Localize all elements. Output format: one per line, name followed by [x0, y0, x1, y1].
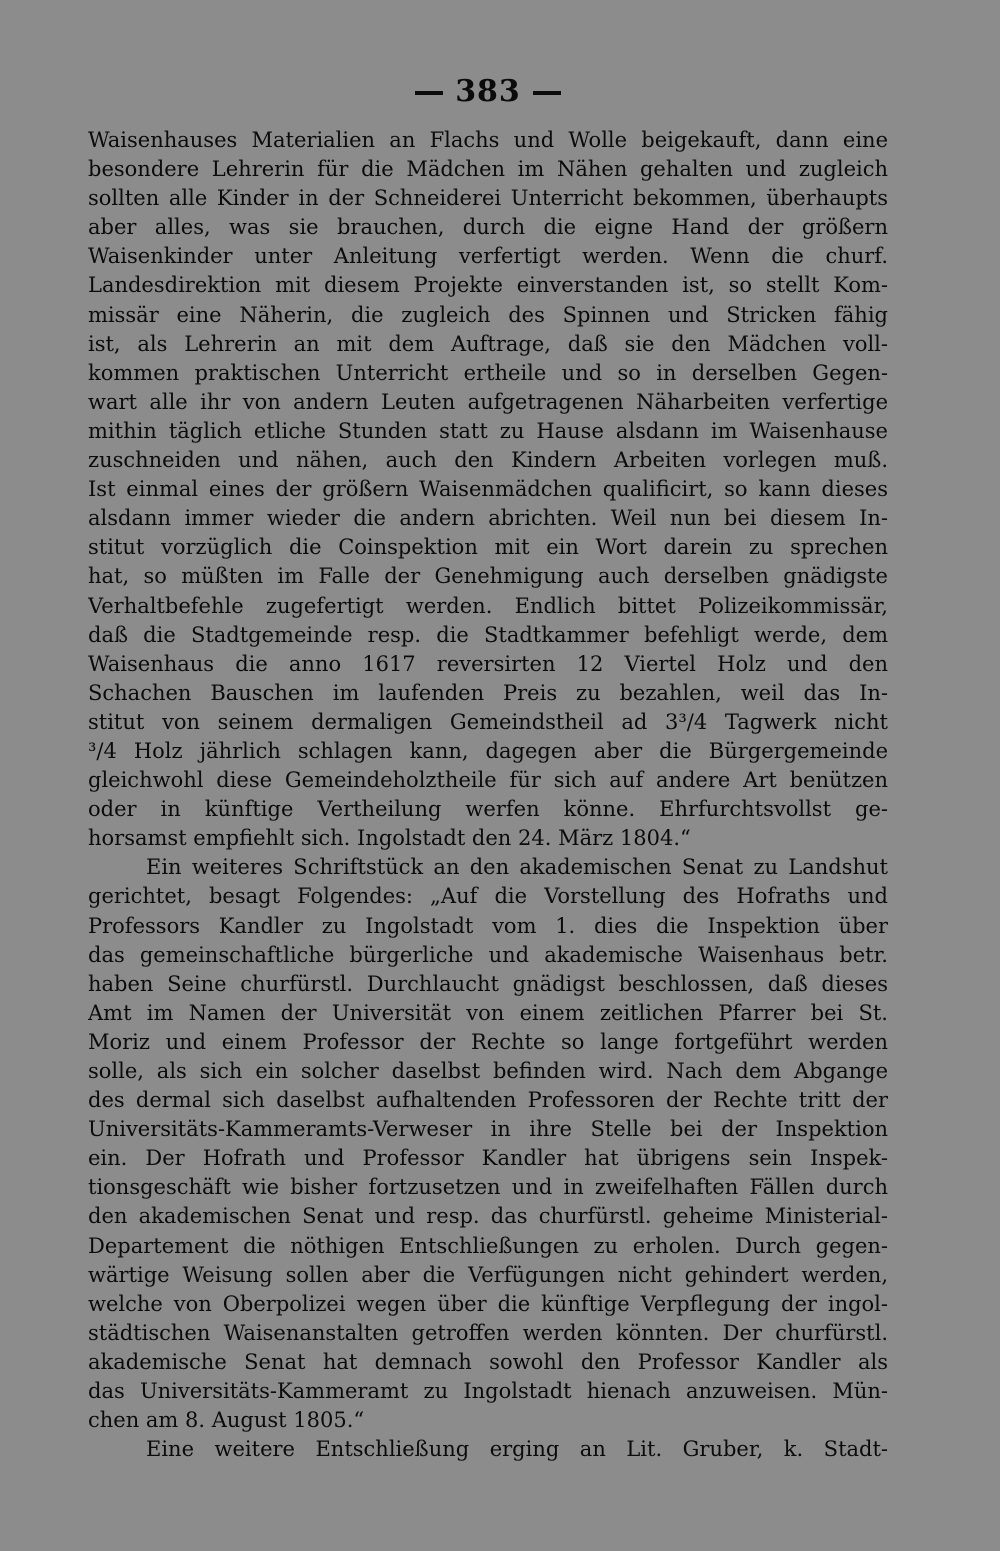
text-line: Landesdirektion mit diesem Projekte einverstanden ist, so stellt Kom-	[88, 273, 888, 298]
text-line: ein. Der Hofrath und Professor Kandler hat übrigens sein Inspek-	[88, 1146, 888, 1171]
text-line: sollten alle Kinder in der Schneiderei Unterricht bekommen, überhaupts	[88, 186, 888, 211]
text-line: gleichwohl diese Gemeindeholztheile für sich auf andere Art benützen	[88, 768, 888, 793]
text-line: missär eine Näherin, die zugleich des Spinnen und Stricken fähig	[88, 302, 888, 327]
text-line: mithin täglich etliche Stunden statt zu Hause alsdann im Waisenhause	[88, 418, 888, 443]
text-line: horsamst empfiehlt sich. Ingolstadt den 24. März 1804.“	[88, 826, 691, 851]
text-line: Professors Kandler zu Ingolstadt vom 1. dies die Inspektion über	[88, 913, 888, 938]
page-header	[88, 72, 888, 112]
text-line: Amt im Namen der Universität von einem zeitlichen Pfarrer bei St.	[88, 1000, 888, 1025]
text-line: chen am 8. August 1805.“	[88, 1408, 365, 1433]
text-line: wart alle ihr von andern Leuten aufgetragenen Näharbeiten verfertige	[88, 389, 888, 414]
text-line: stitut vorzüglich die Coinspektion mit ein Wort darein zu sprechen	[88, 535, 888, 560]
text-line: aber alles, was sie brauchen, durch die eigne Hand der größern	[88, 215, 888, 240]
body-text	[88, 126, 888, 1464]
text-line: zuschneiden und nähen, auch den Kindern Arbeiten vorlegen muß.	[88, 448, 888, 473]
text-line: besondere Lehrerin für die Mädchen im Nähen gehalten und zugleich	[88, 157, 888, 182]
text-line: solle, als sich ein solcher daselbst befinden wird. Nach dem Abgange	[88, 1059, 888, 1083]
text-line: Waisenhauses Materialien an Flachs und Wolle beigekauft, dann eine	[88, 128, 888, 152]
text-line: kommen praktischen Unterricht ertheile und so in derselben Gegen-	[88, 360, 888, 385]
text-line: Waisenkinder unter Anleitung verfertigt werden. Wenn die churf.	[88, 244, 888, 269]
header-dash-left	[415, 91, 443, 95]
text-line: welche von Oberpolizei wegen über die künftige Verpflegung der ingol-	[88, 1291, 888, 1316]
text-line: Ist einmal eines der größern Waisenmädchen qualificirt, so kann dieses	[88, 477, 888, 502]
text-line: gerichtet, besagt Folgendes: „Auf die Vorstellung des Hofraths und	[88, 884, 888, 909]
text-line: Departement die nöthigen Entschließungen zu erholen. Durch gegen-	[88, 1233, 888, 1258]
text-line: ³/4 Holz jährlich schlagen kann, dagegen aber die Bürgergemeinde	[88, 738, 888, 763]
text-line: hat, so müßten im Falle der Genehmigung auch derselben gnädigste	[88, 564, 888, 589]
text-line: Waisenhaus die anno 1617 reversirten 12 Viertel Holz und den	[88, 651, 888, 676]
header-dash-right	[533, 91, 561, 95]
text-line: Eine weitere Entschließung erging an Lit. Gruber, k. Stadt-	[146, 1437, 888, 1462]
text-line: Verhaltbefehle zugefertigt werden. Endlich bittet Polizeikommissär,	[88, 593, 888, 618]
text-line: tionsgeschäft wie bisher fortzusetzen und in zweifelhaften Fällen durch	[88, 1175, 888, 1200]
text-line: Ein weiteres Schriftstück an den akademischen Senat zu Landshut	[146, 855, 888, 880]
text-line: den akademischen Senat und resp. das churfürstl. geheime Ministerial-	[88, 1204, 888, 1229]
text-line: akademische Senat hat demnach sowohl den Professor Kandler als	[88, 1349, 888, 1374]
text-line: städtischen Waisenanstalten getroffen werden könnten. Der churfürstl.	[88, 1320, 888, 1345]
text-line: alsdann immer wieder die andern abrichten. Weil nun bei diesem In-	[88, 506, 888, 531]
text-line: das gemeinschaftliche bürgerliche und akademische Waisenhaus betr.	[88, 942, 888, 967]
text-line: Schachen Bauschen im laufenden Preis zu bezahlen, weil das In-	[88, 680, 888, 705]
book-page	[88, 60, 888, 1520]
text-line: stitut von seinem dermaligen Gemeindstheil ad 3³/4 Tagwerk nicht	[88, 709, 888, 734]
text-line: des dermal sich daselbst aufhaltenden Professoren der Rechte tritt der	[88, 1088, 888, 1113]
text-line: haben Seine churfürstl. Durchlaucht gnädigst beschlossen, daß dieses	[88, 971, 888, 996]
text-line: Universitäts-Kammeramts-Verweser in ihre Stelle bei der Inspektion	[88, 1117, 888, 1142]
text-line: Moriz und einem Professor der Rechte so lange fortgeführt werden	[88, 1029, 888, 1054]
text-line: ist, als Lehrerin an mit dem Auftrage, daß sie den Mädchen voll-	[88, 331, 888, 356]
text-line: oder in künftige Vertheilung werfen könne. Ehrfurchtsvollst ge-	[88, 797, 888, 822]
text-line: daß die Stadtgemeinde resp. die Stadtkammer befehligt werde, dem	[88, 622, 888, 647]
text-line: wärtige Weisung sollen aber die Verfügungen nicht gehindert werden,	[88, 1262, 888, 1287]
page-number: 383	[455, 74, 521, 109]
text-line: das Universitäts-Kammeramt zu Ingolstadt hienach anzuweisen. Mün-	[88, 1379, 888, 1404]
